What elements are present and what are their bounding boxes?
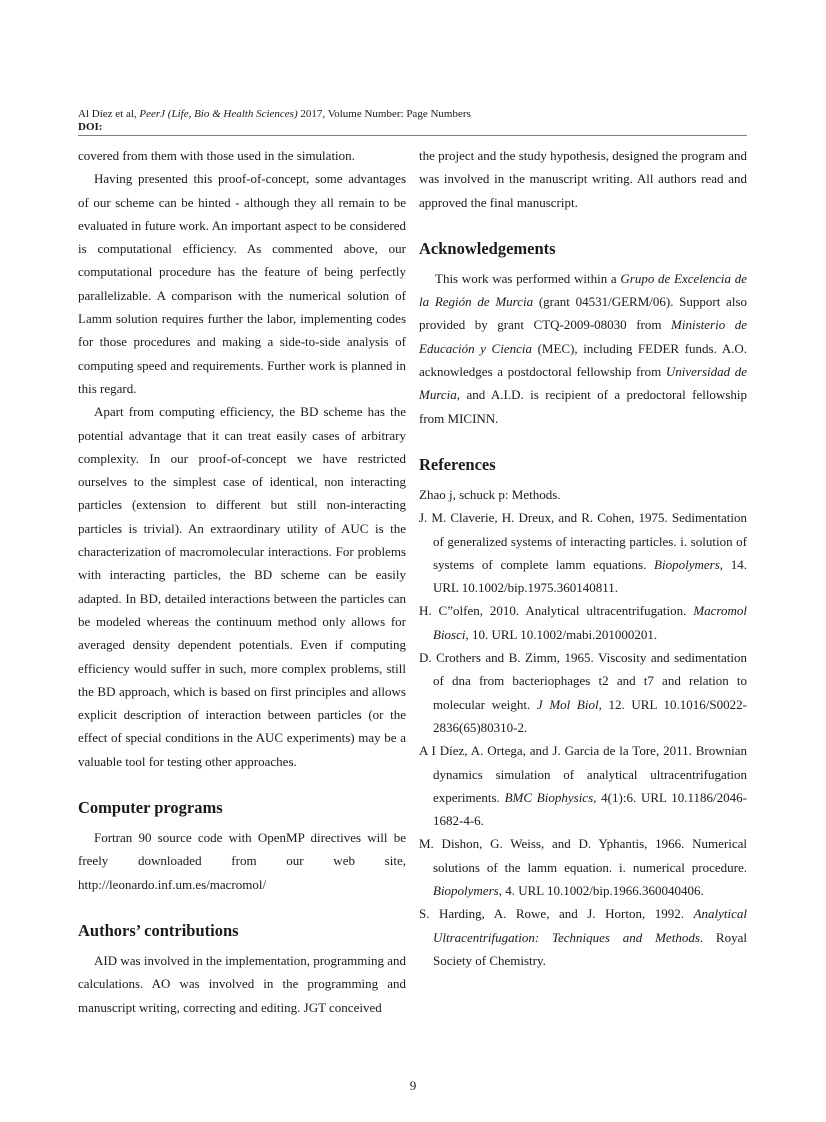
paragraph-continued: covered from them with those used in the simulation. xyxy=(78,148,355,163)
citation-volume: 2017, Volume Number: Page Numbers xyxy=(297,108,471,120)
running-header xyxy=(78,108,747,134)
left-column xyxy=(78,144,406,1019)
right-column xyxy=(419,144,747,972)
references-intro: Zhao j, schuck p: Methods. xyxy=(419,486,561,502)
reference-item: M. Dishon, G. Weiss, and D. Yphantis, 1966. Numerical solutions of the lamm equation. i. numerical procedure. Biopolymers, 4. URL 10.1002/bip.1966.360040406. xyxy=(419,836,747,899)
paragraph-contributions-continued: the project and the study hypothesis, designed the program and was involved in the manuscript writing. All authors read and approved the final manuscript. xyxy=(419,148,747,210)
citation-journal: PeerJ (Life, Bio & Health Sciences) xyxy=(139,108,298,120)
paragraph-contributions: AID was involved in the implementation, programming and calculations. AO was involved in the programming and manuscript writing, correcting and editing. JGT conceived xyxy=(78,952,406,1015)
paragraph-advantages: Having presented this proof-of-concept, some advantages of our scheme can be hinted - although they all remain to be evaluated in future work. An important aspect to be considered is computational efficiency. As commented above, our computational procedure has the feature of being perfectly parallelizable. A comparison with the numerical solution of Lamm solution requires further the labor, implementing codes for those procedures and making a side-to-side analysis of computing speed and requirements. Further work is planned in this regard. xyxy=(78,171,406,396)
header-divider xyxy=(78,135,747,136)
paragraph-bd-scheme: Apart from computing efficiency, the BD scheme has the potential advantage that it can treat easily cases of arbitrary complexity. In our proof-of-concept we have restricted ourselves to the simplest case of identical, non interacting particles (extension to different but still non-interacting particles is trivial). An extraordinary utility of AUC is the characterization of macromolecular interactions. For problems with interacting particles, the BD scheme can be easily adapted. In BD, detailed interactions between the particles can be modeled whereas the continuum method only allows for averaged density dependent potentials. Even if computing efficiency would suffer in such, more complex problems, still the BD approach, which is based on first principles and allows explicit description of interaction between particles (or the effect of special conditions in the AUC experiments) may be a valuable tool for testing other approaches. xyxy=(78,404,406,769)
citation-line xyxy=(78,108,747,121)
reference-item: S. Harding, A. Rowe, and J. Horton, 1992. Analytical Ultracentrifugation: Techniques and Methods. Royal Society of Chemistry. xyxy=(419,906,747,968)
citation-authors: Al Díez et al, xyxy=(78,108,140,120)
heading-references: References xyxy=(419,454,496,474)
reference-item: D. Crothers and B. Zimm, 1965. Viscosity and sedimentation of dna from bacteriophages t2 and t7 and relation to molecular weight. J Mol Biol, 12. URL 10.1016/S0022-2836(65)80310-2. xyxy=(419,650,747,735)
heading-authors-contributions: Authors’ contributions xyxy=(78,920,239,940)
reference-item: J. M. Claverie, H. Dreux, and R. Cohen, 1975. Sedimentation of generalized systems of interacting particles. i. solution of systems of complete lamm equations. Biopolymers, 14. URL 10.1002/bip.1975.360140811. xyxy=(419,510,748,596)
reference-item: A I Díez, A. Ortega, and J. Garcia de la Tore, 2011. Brownian dynamics simulation of analytical ultracentrifugation experiments. BMC Biophysics, 4(1):6. URL 10.1186/2046-1682-4-6. xyxy=(419,743,747,829)
heading-acknowledgements: Acknowledgements xyxy=(419,238,556,258)
reference-item: H. C”olfen, 2010. Analytical ultracentrifugation. Macromol Biosci, 10. URL 10.1002/mabi.201000201. xyxy=(419,603,747,642)
page-number: 9 xyxy=(409,1078,417,1093)
paragraph-acknowledgements: This work was performed within a Grupo de Excelencia de la Región de Murcia (grant 04531/GERM/06). Support also provided by grant CTQ-2009-08030 from Ministerio de Educación y Ciencia (MEC), including FEDER funds. A.O. acknowledges a postdoctoral fellowship from Universidad de Murcia, and A.I.D. is recipient of a predoctoral fellowship from MICINN. xyxy=(419,270,748,426)
paragraph-programs: Fortran 90 source code with OpenMP directives will be freely downloaded from our web site, http://leonardo.inf.um.es/macromol/ xyxy=(78,830,406,892)
doi-label: DOI: xyxy=(78,121,103,133)
heading-computer-programs: Computer programs xyxy=(78,798,223,818)
reference-list xyxy=(419,506,747,972)
